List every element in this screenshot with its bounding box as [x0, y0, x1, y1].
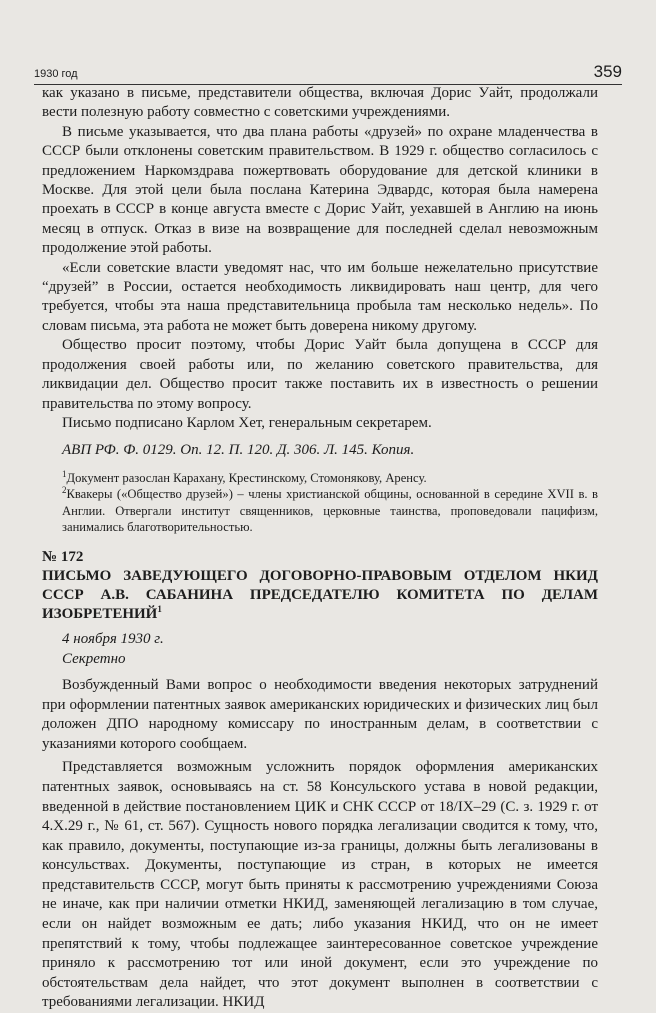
document-date: 4 ноября 1930 г.	[62, 631, 164, 648]
page-content	[42, 84, 598, 1013]
document-classification: Секретно	[62, 650, 126, 667]
paragraph: Общество просит поэтому, чтобы Дорис Уайт была допущена в СССР для продолжения своей работы или, по желанию советского правительства, для ликвидации дел. Общество просит также поставить их в известность о решении правительства по этому вопросу.	[42, 337, 598, 412]
paragraph: как указано в письме, представители общества, включая Дорис Уайт, продолжали вести полезную работу совместно с советскими учреждениями.	[42, 85, 598, 121]
signature-paragraph: Письмо подписано Карлом Хет, генеральным секретарем.	[62, 414, 432, 431]
document-paragraph: Представляется возможным усложнить порядок оформления американских патентных заявок, основываясь на ст. 58 Консульского устава в новой редакции, введенной в действие постановлением ЦИК и СНК СССР от 18/IX–29 (С. з. 1929 г. от 4.Х.29 г., № 61, ст. 567). Сущность нового порядка легализации сводится к тому, что, как правило, документы, поступающие из-за границы, должны быть легализованы в консульствах. Документы, поступающие из стран, в которых не имеется представительств СССР, могут быть приняты к рассмотрению учреждениями Союза не иначе, как при наличии отметки НКИД, заменяющей легализацию в том случае, если он найдет возможным ее дать; либо указания НКИД, что он не имеет препятствий к тому, чтобы подлежащее заинтересованное советское учреждение приняло к рассмотрению тот или иной документ, если это учреждение по обстоятельствам дела найдет, что этот документ выполнен в соответствии с требованиями легализации. НКИД	[42, 759, 598, 1011]
footnote-text: Квакеры («Общество друзей») – члены христианской общины, основанной в середине XVII в. в Англии. Отвергали институт священников, церковные таинства, проповедовали пацифизм, занимались благотворительностью.	[62, 487, 598, 535]
page-number: 359	[593, 62, 622, 81]
footnote	[62, 486, 598, 536]
quote-paragraph: «Если советские власти уведомят нас, что им больше нежелательно присутствие “друзей” в России, остается необходимость ликвидировать наш центр, для чего требуется, чтобы эта наша представительница пробыла там несколько недель». По словам письма, эта работа не может быть доверена никому другому.	[42, 259, 598, 334]
document-number: № 172	[42, 548, 84, 565]
footnote-mark: 1	[62, 468, 67, 479]
running-head-year: 1930 год	[34, 68, 78, 80]
document-title	[42, 567, 598, 624]
document-title-text: ПИСЬМО ЗАВЕДУЮЩЕГО ДОГОВОРНО-ПРАВОВЫМ ОТДЕЛОМ НКИД СССР А.В. САБАНИНА ПРЕДСЕДАТЕЛЮ КОМИТЕТА ПО ДЕЛАМ ИЗОБРЕТЕНИЙ	[42, 568, 598, 623]
footnote	[62, 470, 598, 487]
archive-source: АВП РФ. Ф. 0129. Оп. 12. П. 120. Д. 306. Л. 145. Копия.	[62, 442, 415, 459]
paragraph: В письме указывается, что два плана работы «друзей» по охране младенчества в СССР были отклонены советским правительством. В 1929 г. общество согласилось с предложением Наркомздрава пожертвовать оборудование для детской клиники в Москве. Для этой цели была послана Катерина Эдвардс, которая была намерена проехать в СССР в конце августа вместе с Дорис Уайт, уехавшей в Англию на июнь месяц в отпуск. Отказ в визе на возвращение для последней сделал невозможным продолжение этой работы.	[42, 123, 598, 257]
document-paragraph: Возбужденный Вами вопрос о необходимости введения некоторых затруднений при оформлении патентных заявок американских юридических и физических лиц был доложен ДПО народному комиссару по иностранным делам, в соответствии с указаниями которого сообщаем.	[42, 676, 598, 752]
footnote-mark: 2	[62, 485, 67, 496]
document-title-mark: 1	[157, 604, 162, 615]
running-head	[34, 62, 622, 85]
footnote-text: Документ разослан Карахану, Крестинскому, Стомонякову, Аренсу.	[66, 470, 427, 485]
